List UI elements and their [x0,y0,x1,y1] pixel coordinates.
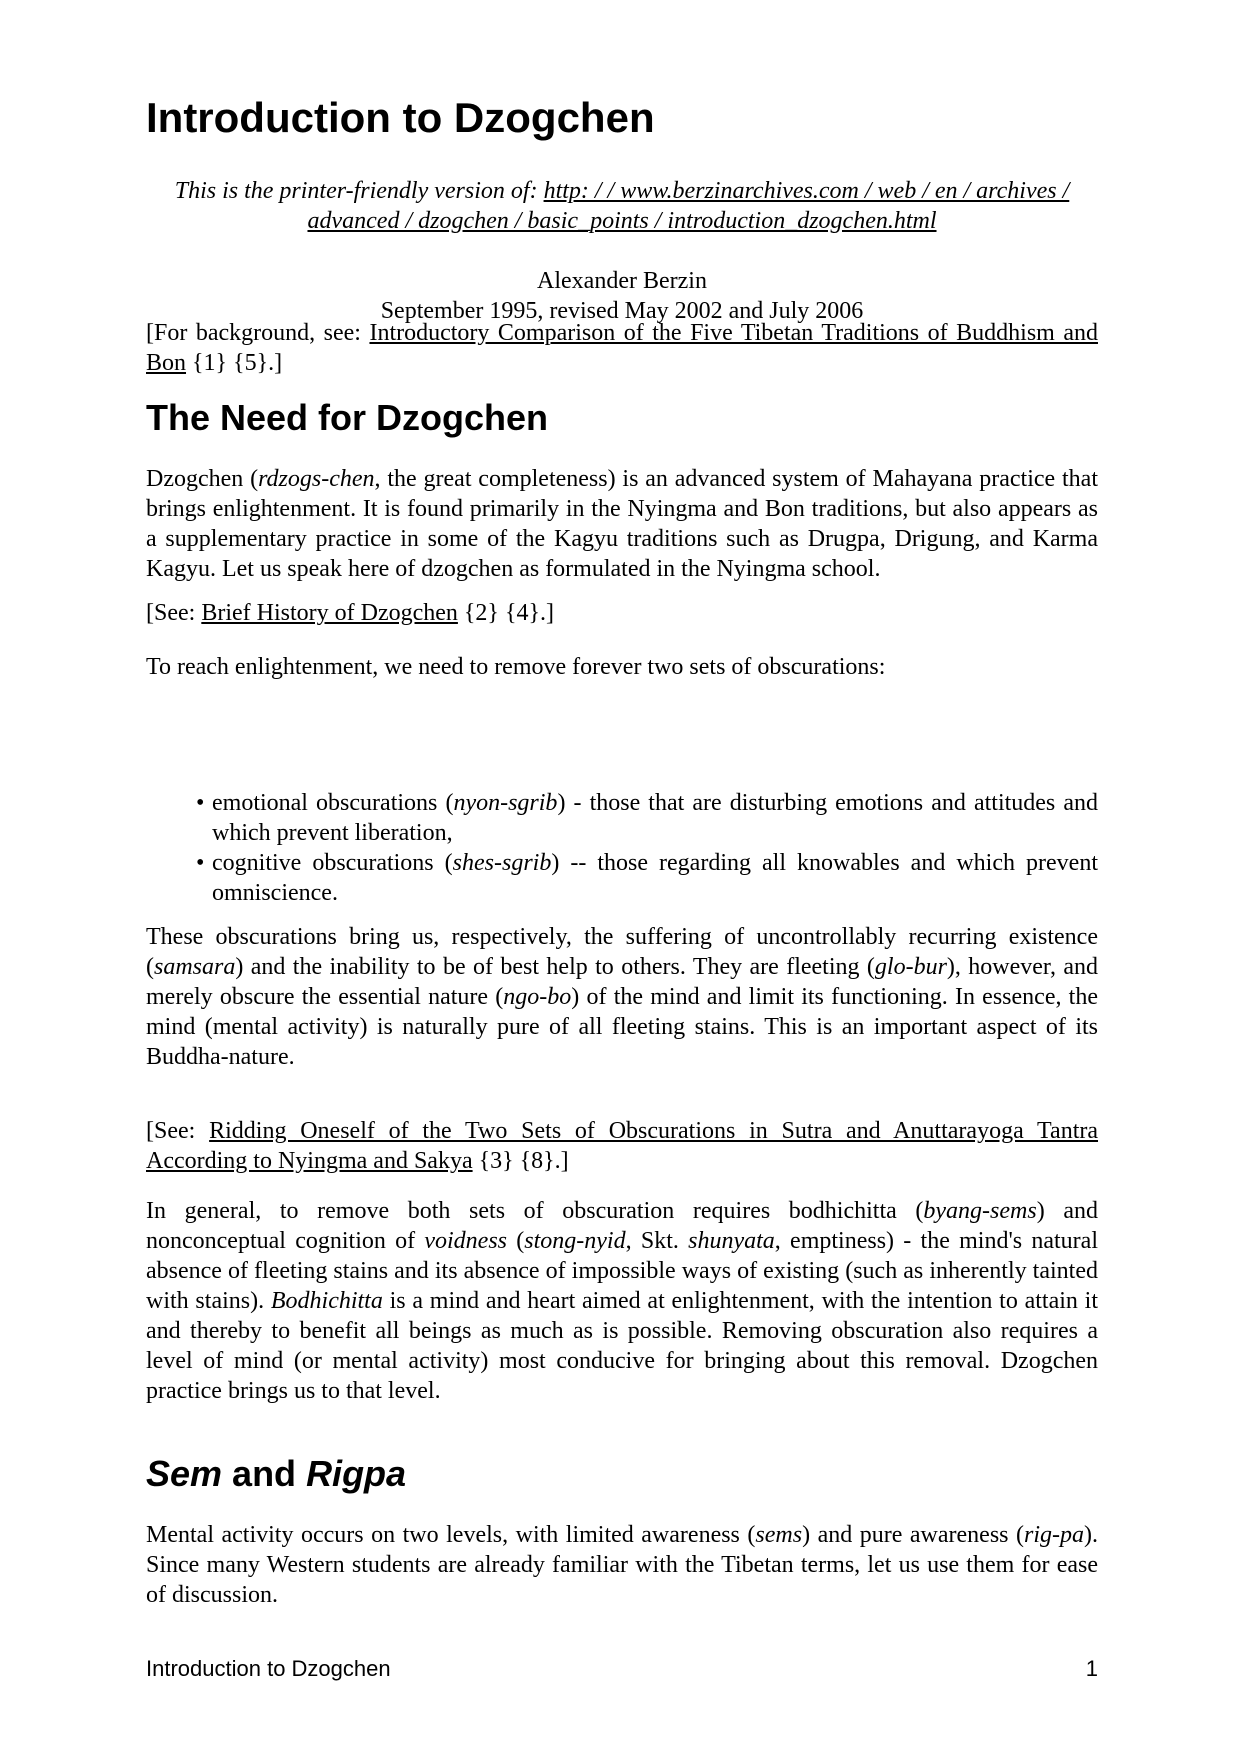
text-run: ), however, and merely obscure the essential nature ( [146,954,1099,1010]
background-link[interactable]: Introductory Comparison of the Five Tibetan Traditions of Buddhism and Bon [146,320,1098,376]
term-shes-sgrib: shes-sgrib [452,850,552,876]
term-voidness: voidness [424,1228,508,1254]
history-link[interactable]: Brief History of Dzogchen [201,600,458,626]
text-run: ) and the inability to be of best help to others. They are fleeting ( [235,954,875,980]
printer-friendly-note [146,176,1098,236]
term-ngo-bo: ngo-bo [503,984,572,1010]
heading-term-sem: Sem [146,1453,223,1494]
list-item [196,788,1098,848]
term-stong-nyid: stong-nyid [524,1228,626,1254]
text-run: Mental activity occurs on two levels, with limited awareness ( [146,1522,756,1548]
document-title: Introduction to Dzogchen [146,94,655,141]
paragraph-dzogchen-definition [146,464,1098,584]
text-run: ) of the mind and limit its functioning. In essence, the mind (mental activity) is naturally pure of all fleeting stains. This is an important aspect of its Buddha-nature. [146,984,1099,1070]
text-run: ) and nonconceptual cognition of [146,1198,1098,1254]
text-run: is a mind and heart aimed at enlightenment, with the intention to attain it and thereby to benefit all beings as much as is possible. Removing obscuration also requires a level of mind (or mental activity) most conducive for bringing about this removal. Dzogchen practice brings us to that level. [146,1288,1099,1404]
see-suffix: {2} {4}.] [457,600,554,626]
section-heading-sem-rigpa [146,1452,406,1496]
obscurations-link[interactable]: Ridding Oneself of the Two Sets of Obscurations in Sutra and Anuttarayoga Tantra According to Nyingma and Sakya [146,1118,1099,1174]
paragraph-bodhichitta [146,1196,1098,1406]
author-block [146,266,1098,326]
text-run: In general, to remove both sets of obscuration requires bodhichitta ( [146,1198,924,1224]
bullet-icon: • [196,790,205,816]
text-run: , the great completeness) is an advanced system of Mahayana practice that brings enlightenment. It is found primarily in the Nyingma and Bon traditions, but also appears as a supplementary practice in some of the Kagyu traditions such as Drugpa, Drigung, and Karma Kagyu. Let us speak here of dzogchen as formulated in the Nyingma school. [146,466,1099,582]
publication-date: September 1995, revised May 2002 and July 2006 [380,298,864,324]
heading-term-rigpa: Rigpa [306,1453,407,1494]
page-footer [146,1655,1098,1683]
see-obscurations-note [146,1116,1098,1176]
heading-conjunction: and [222,1453,307,1494]
term-glo-bur: glo-bur [874,954,947,980]
paragraph-obscurations-intro: To reach enlightenment, we need to remove forever two sets of obscurations: [146,654,886,680]
text-run: ) -- those regarding all knowables and which prevent omniscience. [212,850,1098,906]
text-run: ) - those that are disturbing emotions and attitudes and which prevent liberation, [212,790,1098,846]
page-number: 1 [1085,1656,1098,1681]
text-run: ( [507,1228,525,1254]
paragraph-obscurations-effects [146,922,1098,1072]
text-run: These obscurations bring us, respectively, the suffering of uncontrollably recurring existence ( [146,924,1098,980]
term-sems: sems [755,1522,803,1548]
source-url-link[interactable]: http: / / www.berzinarchives.com / web / en / archives / advanced / dzogchen / basic_points / introduction_dzogchen.html [307,178,1070,234]
paragraph-mental-activity-levels [146,1520,1098,1610]
printer-note-prefix: This is the printer-friendly version of: [174,178,544,204]
see-prefix: [See: [146,600,202,626]
term-nyon-sgrib: nyon-sgrib [453,790,558,816]
term-byang-sems: byang-sems [923,1198,1037,1224]
section-heading-need: The Need for Dzogchen [146,397,549,438]
text-run: ). Since many Western students are already familiar with the Tibetan terms, let us use them for ease of discussion. [146,1522,1098,1608]
obscurations-list [196,788,1098,908]
text-run: , Skt. [625,1228,689,1254]
term-rdzogs-chen: rdzogs-chen [258,466,375,492]
footer-title: Introduction to Dzogchen [146,1656,391,1681]
bullet-icon: • [196,850,205,876]
list-item [196,848,1098,908]
text-run: ) and pure awareness ( [802,1522,1024,1548]
see-history-note [146,598,1098,628]
author-name: Alexander Berzin [537,268,707,294]
term-samsara: samsara [154,954,236,980]
term-bodhichitta: Bodhichitta [270,1288,383,1314]
see-suffix: {3} {8}.] [472,1148,569,1174]
term-rig-pa: rig-pa [1024,1522,1084,1548]
background-suffix: {1} {5}.] [186,350,283,376]
text-run: emotional obscurations ( [212,790,454,816]
see-prefix: [See: [146,1118,210,1144]
text-run: cognitive obscurations ( [212,850,453,876]
text-run: , emptiness) - the mind's natural absence of fleeting stains and its absence of impossible ways of existing (such as inherently tainted with stains). [146,1228,1098,1314]
background-note [146,318,1098,378]
text-run: Dzogchen ( [146,466,259,492]
term-shunyata: shunyata [688,1228,775,1254]
background-prefix: [For background, see: [146,320,370,346]
